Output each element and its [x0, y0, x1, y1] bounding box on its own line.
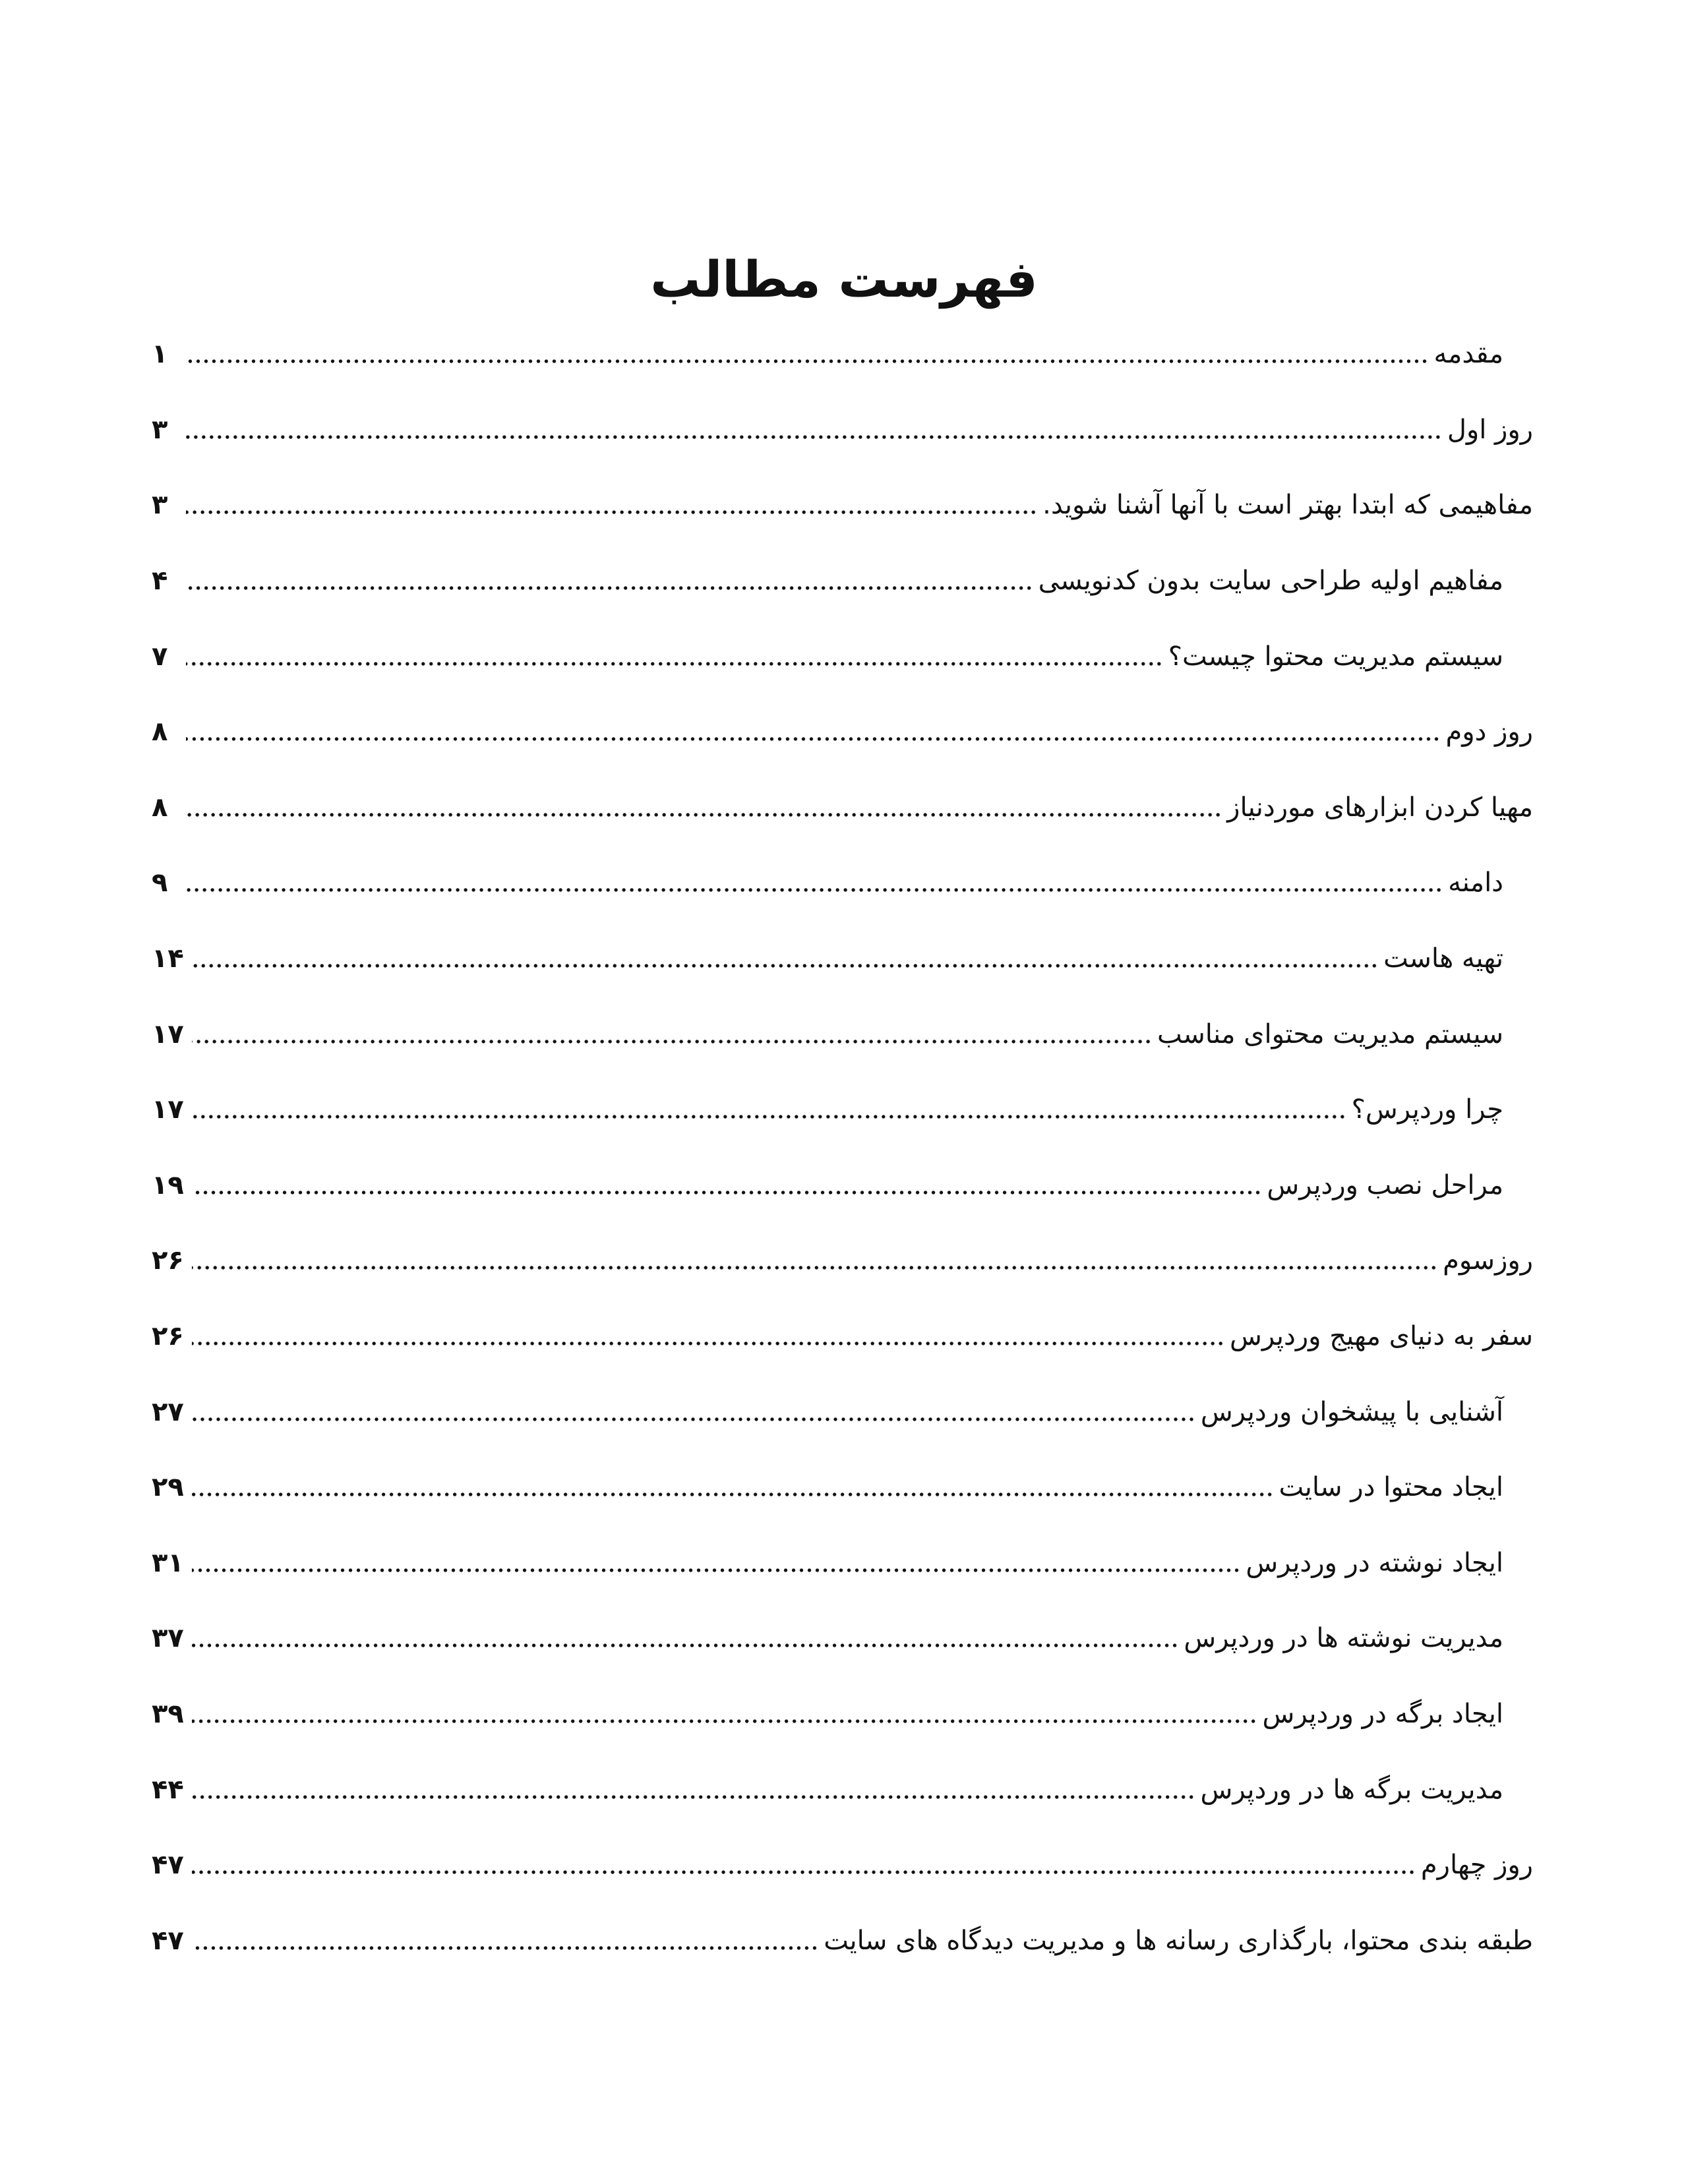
toc-entry-label: ایجاد محتوا در سایت: [1279, 1472, 1503, 1503]
toc-entry-page: ۴: [152, 566, 168, 597]
toc-entry-page: ۸: [152, 717, 168, 748]
dot-leader: [186, 494, 1037, 516]
toc-entry-label: چرا وردپرس؟: [1351, 1094, 1503, 1125]
toc-entry-label: روز دوم: [1445, 717, 1533, 748]
toc-title: فهرست مطالب: [650, 249, 1038, 309]
toc-entry-label: دامنه: [1448, 868, 1503, 899]
toc-entry-page: ۴۷: [152, 1850, 184, 1881]
toc-entry-page: ۴۴: [152, 1774, 184, 1805]
toc-entry[interactable]: [152, 618, 1533, 694]
toc-entry-label: مهیا کردن ابزارهای موردنیاز: [1227, 792, 1533, 823]
dot-leader: [192, 1854, 1416, 1876]
toc-entry-label: روز چهارم: [1420, 1850, 1533, 1881]
dot-leader: [192, 1703, 1257, 1725]
toc-entry-page: ۱۴: [152, 943, 184, 974]
dot-leader: [192, 1552, 1241, 1574]
dot-leader: [192, 1098, 1346, 1121]
dot-leader: [192, 1401, 1195, 1423]
dot-leader: [192, 1325, 1224, 1347]
toc-entry-page: ۱: [152, 339, 168, 370]
toc-entry-page: ۸: [152, 792, 168, 823]
toc-entry-label: سیستم مدیریت محتوا چیست؟: [1168, 641, 1503, 672]
dot-leader: [192, 1930, 818, 1952]
dot-leader: [192, 947, 1378, 970]
toc-entry-label: ایجاد برگه در وردپرس: [1262, 1698, 1503, 1729]
dot-leader: [186, 645, 1163, 668]
toc-entry[interactable]: [152, 694, 1533, 770]
toc-entry-label: سیستم مدیریت محتوای مناسب: [1157, 1018, 1503, 1049]
toc-entry[interactable]: [152, 1374, 1533, 1450]
toc-entry[interactable]: [152, 1676, 1533, 1752]
toc-entry-page: ۷: [152, 641, 168, 672]
dot-leader: [192, 1476, 1274, 1498]
toc-entry[interactable]: [152, 1223, 1533, 1299]
toc-entry[interactable]: [152, 392, 1533, 468]
toc-entry-page: ۱۷: [152, 1018, 184, 1049]
dot-leader: [186, 343, 1428, 365]
toc-entry[interactable]: [152, 316, 1533, 392]
toc-entry-page: ۲۷: [152, 1396, 184, 1427]
toc-entry-label: ایجاد نوشته در وردپرس: [1246, 1547, 1503, 1578]
toc-entry-page: ۳۹: [152, 1698, 184, 1729]
dot-leader: [186, 721, 1440, 743]
dot-leader: [192, 1627, 1179, 1649]
toc-entry-label: سفر به دنیای مهیج وردپرس: [1230, 1321, 1533, 1352]
toc-entry-label: مفاهیم اولیه طراحی سایت بدون کدنویسی: [1038, 566, 1503, 597]
toc-entry-label: تهیه هاست: [1383, 943, 1503, 974]
dot-leader: [186, 871, 1443, 894]
toc-entry[interactable]: [152, 1752, 1533, 1827]
toc-entry[interactable]: [152, 1450, 1533, 1525]
dot-leader: [186, 796, 1222, 819]
toc-list: [152, 316, 1533, 1978]
toc-entry-page: ۳۱: [152, 1547, 184, 1578]
toc-entry-page: ۲۶: [152, 1321, 184, 1352]
dot-leader: [192, 1249, 1437, 1272]
toc-entry[interactable]: [152, 1601, 1533, 1676]
toc-entry-label: طبقه بندی محتوا، بارگذاری رسانه ها و مدیریت دیدگاه های سایت: [824, 1925, 1533, 1956]
dot-leader: [192, 1023, 1152, 1046]
toc-entry-label: روزسوم: [1443, 1245, 1533, 1276]
toc-entry[interactable]: [152, 1827, 1533, 1903]
toc-entry-page: ۲۶: [152, 1245, 184, 1276]
toc-entry-page: ۳: [152, 414, 168, 445]
toc-entry[interactable]: [152, 1072, 1533, 1148]
toc-entry[interactable]: [152, 1148, 1533, 1224]
toc-entry-page: ۲۹: [152, 1472, 184, 1503]
toc-entry[interactable]: [152, 921, 1533, 997]
toc-entry[interactable]: [152, 996, 1533, 1072]
toc-entry[interactable]: [152, 543, 1533, 619]
toc-entry-page: ۹: [152, 868, 168, 899]
toc-entry-page: ۱۷: [152, 1094, 184, 1125]
toc-entry[interactable]: [152, 1903, 1533, 1978]
toc-entry-label: مقدمه: [1433, 339, 1503, 370]
toc-entry-page: ۴۷: [152, 1925, 184, 1956]
dot-leader: [192, 1174, 1262, 1196]
dot-leader: [192, 1779, 1195, 1801]
toc-entry[interactable]: [152, 845, 1533, 921]
toc-entry-page: ۳۷: [152, 1623, 184, 1654]
toc-entry[interactable]: [152, 467, 1533, 543]
toc-entry[interactable]: [152, 770, 1533, 846]
toc-entry[interactable]: [152, 1299, 1533, 1374]
toc-entry-label: مفاهیمی که ابتدا بهتر است با آنها آشنا شوید.: [1042, 490, 1533, 521]
toc-entry-label: مدیریت نوشته ها در وردپرس: [1184, 1623, 1503, 1654]
toc-entry-label: مدیریت برگه ها در وردپرس: [1200, 1774, 1503, 1805]
toc-entry-label: آشنایی با پیشخوان وردپرس: [1200, 1396, 1503, 1427]
dot-leader: [186, 419, 1442, 441]
toc-entry-label: مراحل نصب وردپرس: [1267, 1169, 1503, 1200]
toc-entry-page: ۳: [152, 490, 168, 521]
toc-entry-label: روز اول: [1447, 414, 1533, 445]
dot-leader: [186, 570, 1033, 592]
toc-entry-page: ۱۹: [152, 1169, 184, 1200]
toc-entry[interactable]: [152, 1525, 1533, 1601]
